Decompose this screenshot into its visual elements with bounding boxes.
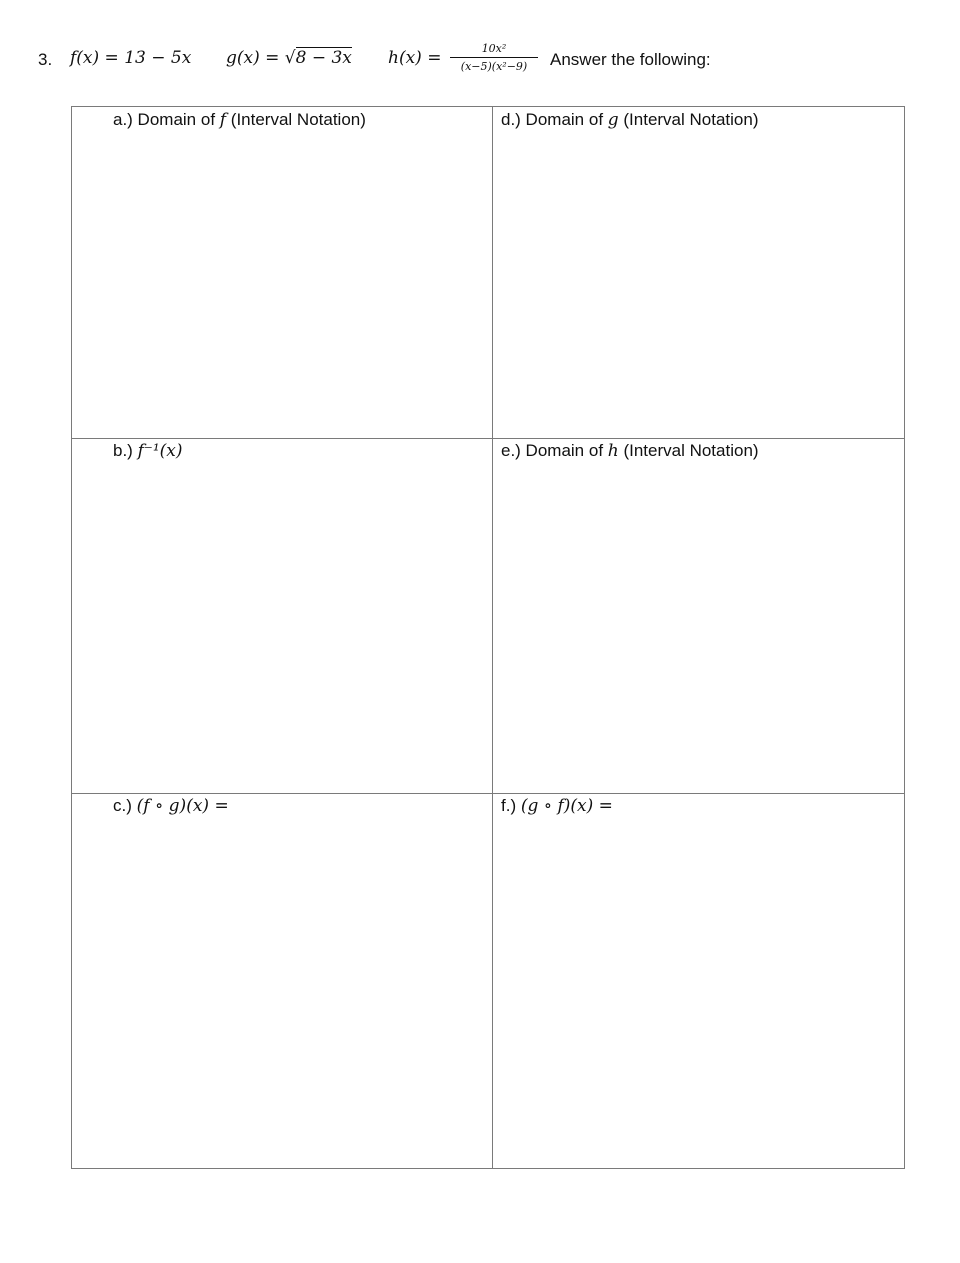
problem-header (38, 42, 938, 82)
part-e-suffix: (Interval Notation) (618, 441, 759, 460)
f-definition: f(x) = 13 − 5x (70, 48, 192, 68)
h-fraction (450, 42, 538, 73)
part-a-label (113, 110, 366, 130)
instruction-text: Answer the following: (550, 50, 711, 69)
problem-number: 3. (38, 50, 53, 69)
part-f-prefix: f.) (501, 796, 521, 815)
part-e-prefix: e.) Domain of (501, 441, 608, 460)
g-lhs: g(x) = √ (226, 48, 296, 68)
part-d-suffix: (Interval Notation) (618, 110, 759, 129)
answer-grid (71, 106, 905, 1169)
part-d-label (501, 110, 759, 130)
part-d-prefix: d.) Domain of (501, 110, 608, 129)
part-d-var: g (607, 110, 619, 130)
h-numerator: 10x² (450, 42, 538, 58)
part-f-label (501, 796, 613, 816)
g-radicand: 8 − 3x (295, 48, 352, 68)
h-lhs: h(x) = (388, 48, 442, 68)
part-a-prefix: a.) Domain of (113, 110, 220, 129)
part-c-expr: (f ∘ g)(x) = (136, 796, 229, 816)
part-a-var: f (219, 110, 227, 130)
part-f-expr: (g ∘ f)(x) = (520, 796, 613, 816)
part-c-label (113, 796, 229, 816)
part-e-label (501, 441, 759, 461)
h-denominator: (x−5)(x²−9) (460, 60, 528, 73)
g-definition (226, 48, 352, 68)
part-b-label (113, 441, 183, 461)
answer-box-a[interactable] (72, 107, 492, 438)
part-a-suffix: (Interval Notation) (226, 110, 366, 129)
answer-box-f[interactable] (493, 794, 905, 1168)
part-c-prefix: c.) (113, 796, 137, 815)
answer-box-c[interactable] (72, 794, 492, 1168)
answer-box-d[interactable] (493, 107, 905, 438)
part-e-var: h (607, 441, 619, 461)
answer-box-e[interactable] (493, 439, 905, 793)
part-b-expr: f⁻¹(x) (137, 441, 183, 461)
part-b-prefix: b.) (113, 441, 138, 460)
answer-box-b[interactable] (72, 439, 492, 793)
